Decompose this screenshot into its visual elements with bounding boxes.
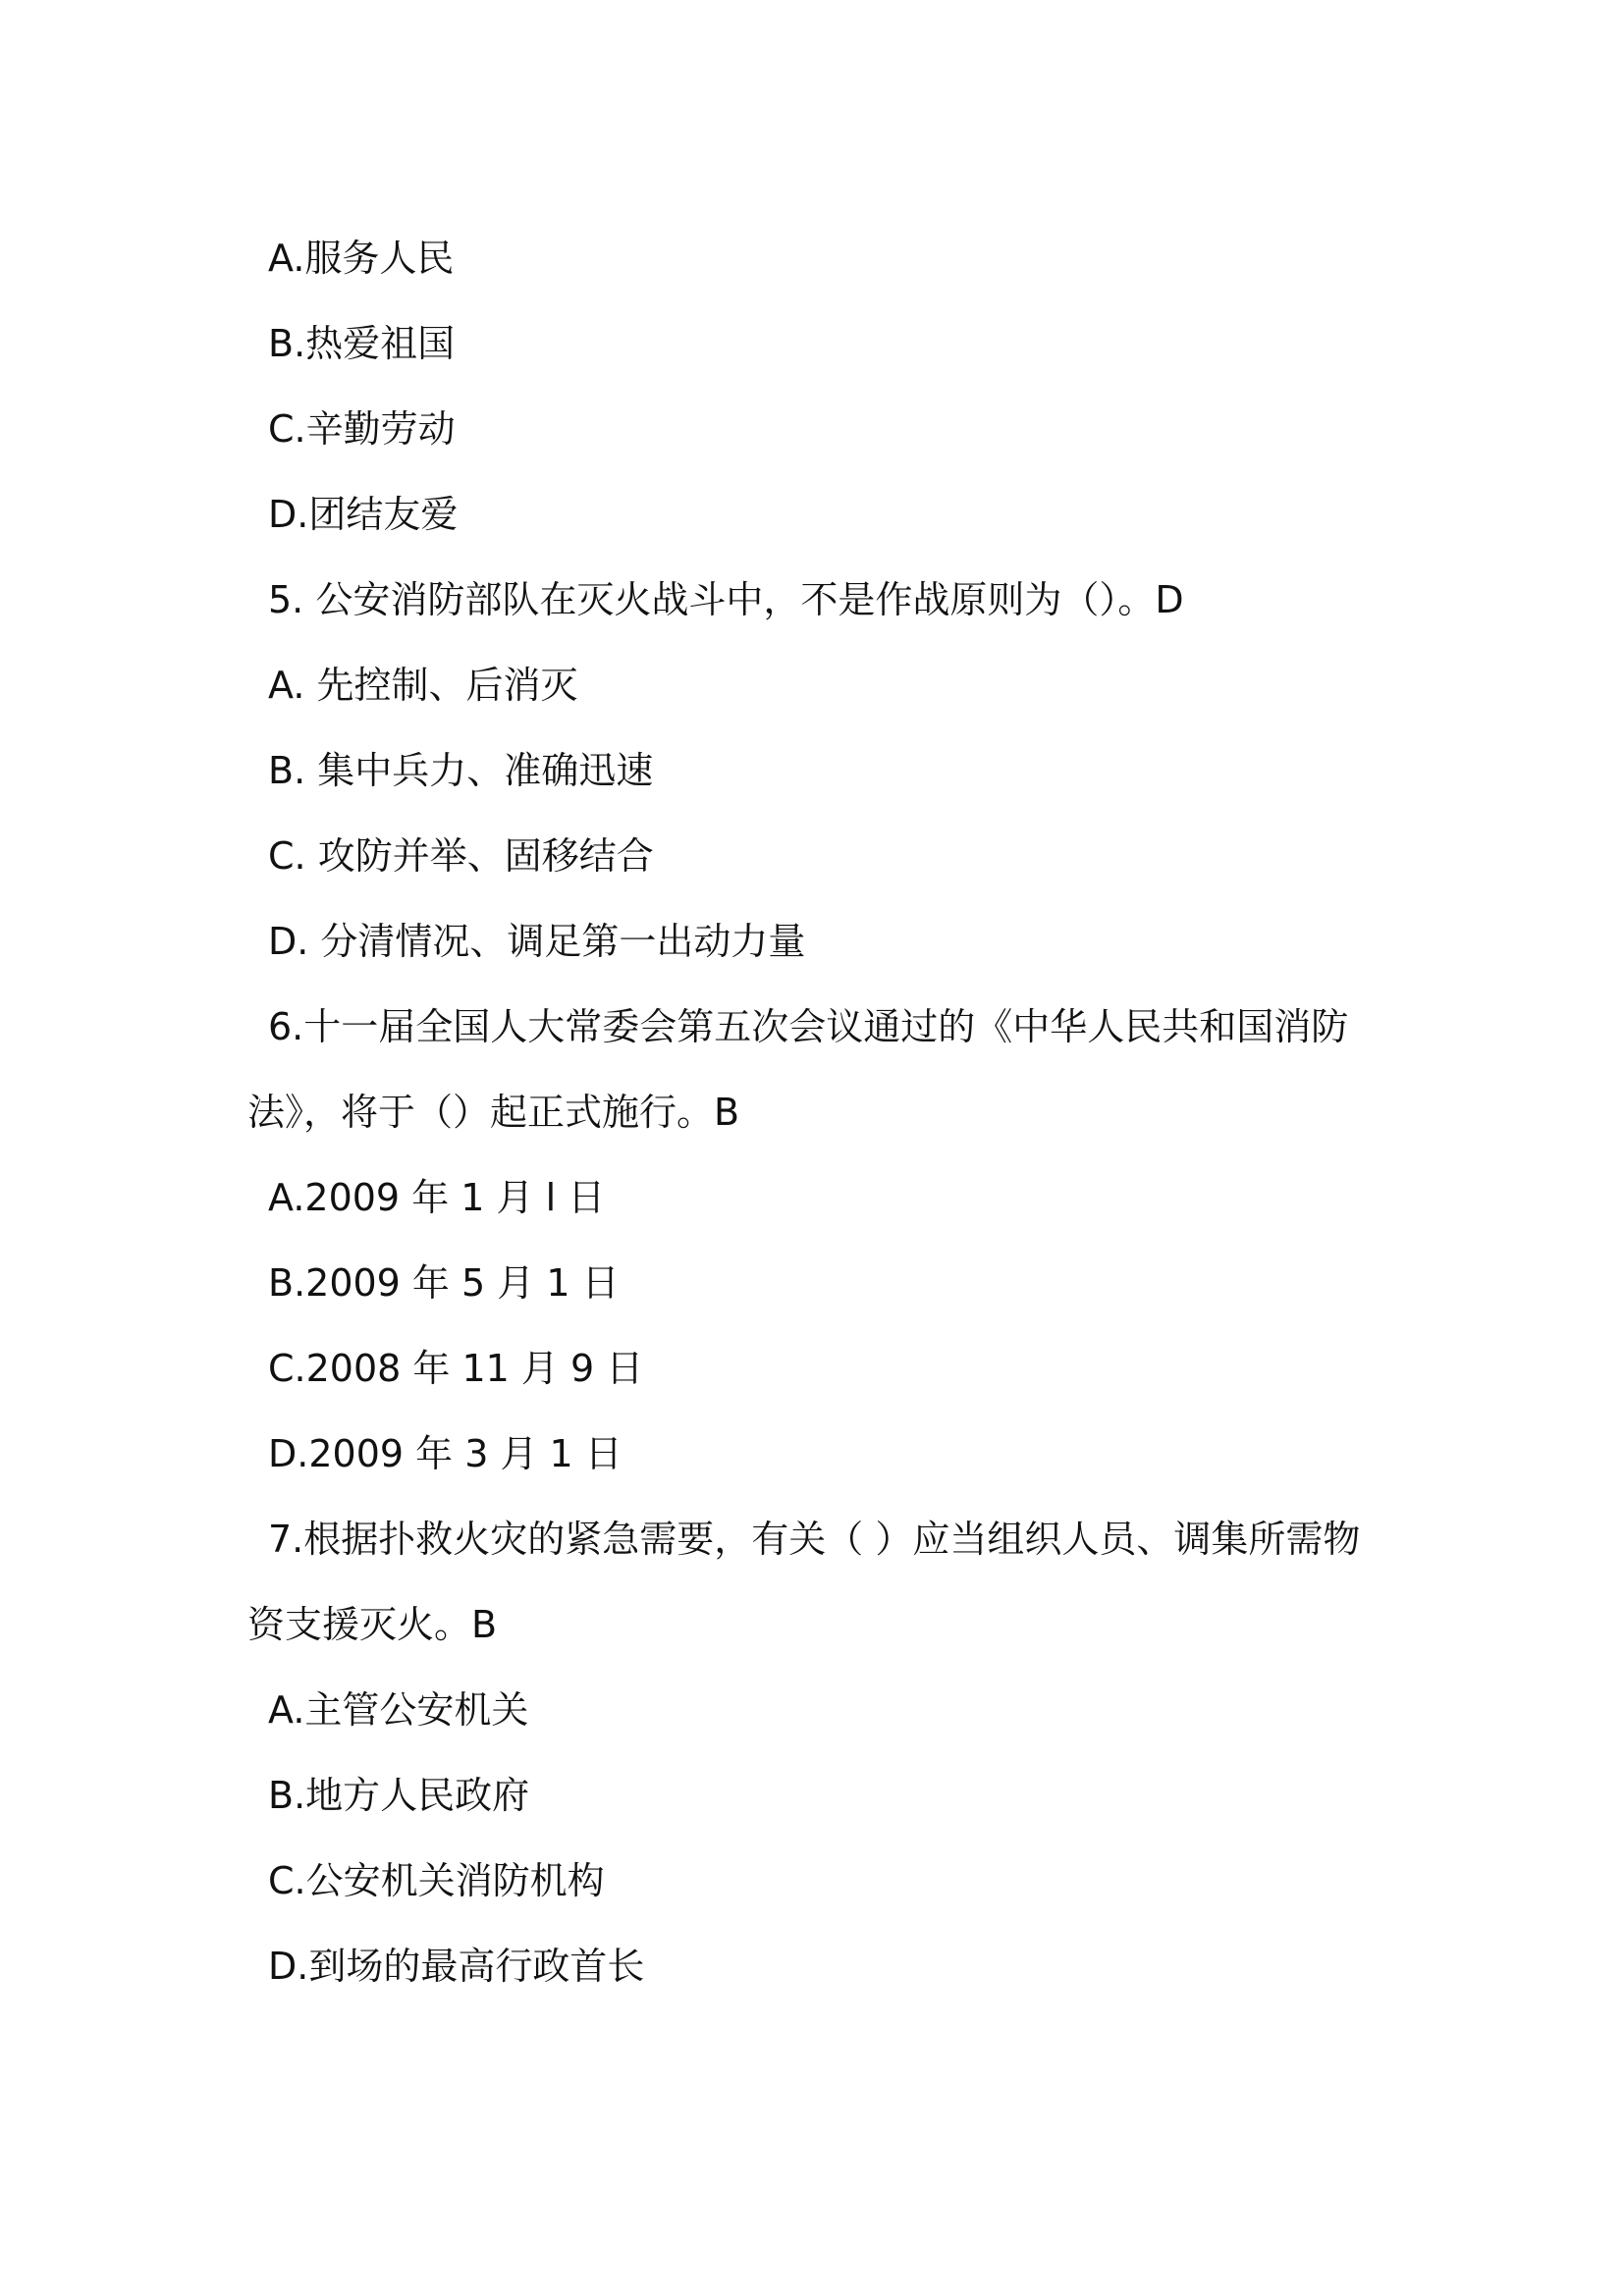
option-a-serve-people: A.服务人民 bbox=[268, 237, 455, 280]
question-5-option-d: D. 分清情况、调足第一出动力量 bbox=[268, 920, 806, 963]
question-5-option-a: A. 先控制、后消灭 bbox=[268, 664, 578, 707]
question-5: 5. 公安消防部队在灭火战斗中，不是作战原则为（）。D bbox=[268, 578, 1184, 621]
option-d-unity-friendship: D.团结友爱 bbox=[268, 493, 459, 536]
question-6-continuation: 法》，将于（）起正式施行。B bbox=[247, 1091, 740, 1134]
option-c-diligent-labor: C.辛勤劳动 bbox=[268, 407, 456, 451]
question-7-option-d: D.到场的最高行政首长 bbox=[268, 1945, 645, 1988]
question-7-option-a: A.主管公安机关 bbox=[268, 1688, 529, 1732]
option-b-love-motherland: B.热爱祖国 bbox=[268, 322, 456, 365]
question-6: 6.十一届全国人大常委会第五次会议通过的《中华人民共和国消防 bbox=[268, 1005, 1349, 1048]
question-7-option-c: C.公安机关消防机构 bbox=[268, 1859, 605, 1902]
question-6-option-a: A.2009 年 1 月 l 日 bbox=[268, 1176, 606, 1219]
question-7-option-b: B.地方人民政府 bbox=[268, 1774, 530, 1817]
question-7: 7.根据扑救火灾的紧急需要，有关（ ）应当组织人员、调集所需物 bbox=[268, 1518, 1361, 1561]
question-5-option-c: C. 攻防并举、固移结合 bbox=[268, 834, 654, 878]
question-7-continuation: 资支援灭火。B bbox=[247, 1603, 498, 1646]
question-6-option-d: D.2009 年 3 月 1 日 bbox=[268, 1432, 623, 1475]
question-5-option-b: B. 集中兵力、准确迅速 bbox=[268, 749, 654, 792]
question-6-option-c: C.2008 年 11 月 9 日 bbox=[268, 1347, 644, 1390]
question-6-option-b: B.2009 年 5 月 1 日 bbox=[268, 1261, 620, 1305]
